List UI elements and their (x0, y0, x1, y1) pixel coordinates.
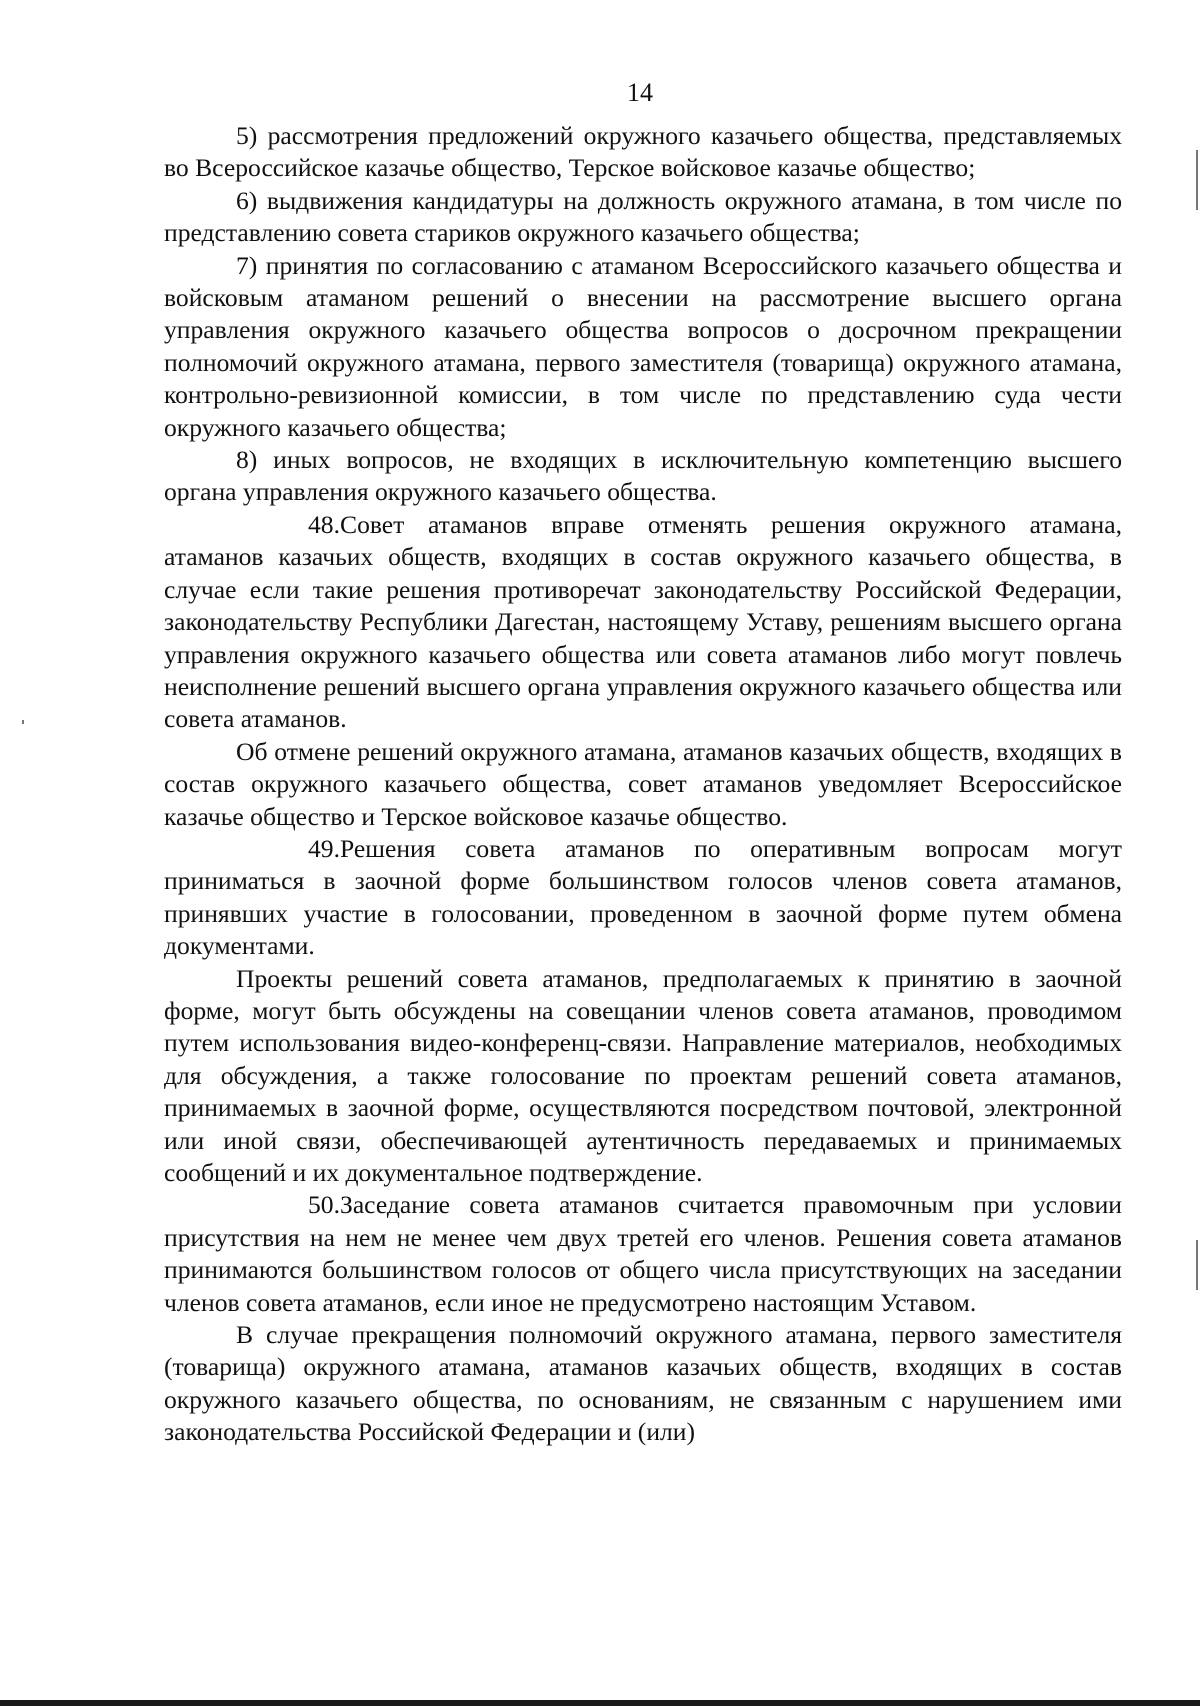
scan-margin-mark (1196, 1240, 1198, 1290)
paragraph-text: Проекты решений совета атаманов, предполагаемых к принятию в заочной форме, могут быть обсуждены на совещании членов совета атаманов, проводимом путем использования видео-конференц-связи. Направление материалов, необходимых для обсуждения, а также голосование по проектам решений совета атаманов, принимаемых в заочной форме, осуществляются посредством почтовой, электронной или иной связи, обеспечивающей аутентичность передаваемых и принимаемых сообщений и их документальное подтверждение. (164, 963, 1122, 1187)
scan-bottom-edge (0, 1700, 1200, 1706)
clause-number: 50. (308, 1190, 340, 1220)
paragraph-clause-48-cont (164, 736, 1122, 833)
paragraph-text: Заседание совета атаманов считается правомочным при условии присутствия на нем не менее чем двух третей его членов. Решения совета атаманов принимаются большинством голосов от общего числа присутствующих на заседании членов совета атаманов, если иное не предусмотрено настоящим Уставом. (164, 1190, 1122, 1317)
document-body (164, 120, 1122, 1449)
paragraph-clause-50 (164, 1189, 1122, 1319)
page-number: 14 (627, 78, 653, 107)
scan-margin-mark (1196, 150, 1198, 210)
paragraph-text: 5) рассмотрения предложений окружного казачьего общества, представляемых во Всероссийское казачье общество, Терское войсковое казачье общество; (164, 121, 1122, 183)
scan-margin-mark (22, 720, 24, 724)
paragraph-item-6 (164, 185, 1122, 250)
paragraph-clause-49-cont (164, 963, 1122, 1190)
paragraph-text: Об отмене решений окружного атамана, атаманов казачьих обществ, входящих в состав окружного казачьего общества, совет атаманов уведомляет Всероссийское казачье общество и Терское войсковое казачье общество. (164, 736, 1122, 831)
clause-number: 48. (308, 509, 340, 539)
paragraph-text: Совет атаманов вправе отменять решения окружного атамана, атаманов казачьих обществ, входящих в состав окружного казачьего общества, в случае если такие решения противоречат законодательству Российской Федерации, законодательству Республики Дагестан, настоящему Уставу, решениям высшего органа управления окружного казачьего общества или совета атаманов либо могут повлечь неисполнение решений высшего органа управления окружного казачьего общества или совета атаманов. (164, 509, 1122, 734)
paragraph-text: 7) принятия по согласованию с атаманом Всероссийского казачьего общества и войсковым атаманом решений о внесении на рассмотрение высшего органа управления окружного казачьего общества вопросов о досрочном прекращении полномочий окружного атамана, первого заместителя (товарища) окружного атамана, контрольно-ревизионной комиссии, в том числе по представлению суда чести окружного казачьего общества; (164, 250, 1122, 442)
paragraph-text: 6) выдвижения кандидатуры на должность окружного атамана, в том числе по представлению совета стариков окружного казачьего общества; (164, 185, 1122, 248)
paragraph-text: В случае прекращения полномочий окружного атамана, первого заместителя (товарища) окружного атамана, атаманов казачьих обществ, входящих в состав окружного казачьего общества, по основаниям, не связанным с нарушением ими законодательства Российской Федерации и (или) (164, 1320, 1122, 1447)
paragraph-text: 8) иных вопросов, не входящих в исключительную компетенцию высшего органа управления окружного казачьего общества. (164, 445, 1122, 507)
paragraph-clause-49 (164, 833, 1122, 963)
paragraph-clause-50-cont (164, 1319, 1122, 1449)
paragraph-text: Решения совета атаманов по оперативным вопросам могут приниматься в заочной форме большинством голосов членов совета атаманов, принявших участие в голосовании, проведенном в заочной форме путем обмена документами. (164, 833, 1122, 961)
paragraph-clause-48 (164, 509, 1122, 736)
clause-number: 49. (308, 833, 340, 863)
paragraph-item-7 (164, 250, 1122, 444)
paragraph-item-5 (164, 120, 1122, 185)
paragraph-item-8 (164, 444, 1122, 509)
